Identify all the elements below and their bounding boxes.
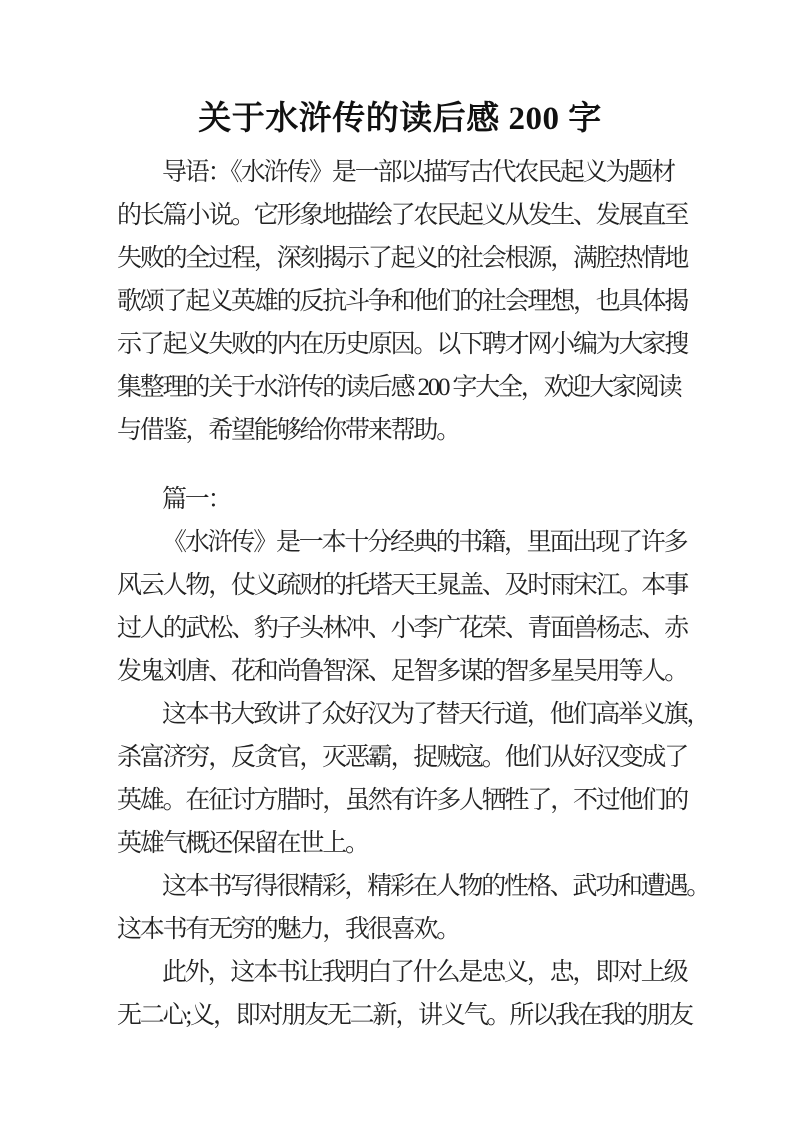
text-line: 杀富济穷，反贪官，灭恶霸，捉贼寇。他们从好汉变成了 (117, 744, 688, 771)
text-line: 篇一： (162, 486, 231, 513)
text-line: 发鬼刘唐、花和尚鲁智深、足智多谋的智多星吴用等人。 (117, 658, 688, 685)
text-line: 这本书大致讲了众好汉为了替天行道，他们高举义旗， (162, 701, 710, 728)
text-line: 示了起义失败的内在历史原因。以下聘才网小编为大家搜 (117, 331, 688, 358)
text-line: 无二心;义，即对朋友无二新，讲义气。所以我在我的朋友 (117, 1002, 692, 1029)
text-line: 失败的全过程，深刻揭示了起义的社会根源，满腔热情地 (117, 245, 688, 272)
paragraph (117, 521, 687, 693)
document-title: 关于水浒传的读后感 200 字 (198, 101, 602, 137)
text-line: 风云人物，仗义疏财的托塔天王晁盖、及时雨宋江。本事 (117, 572, 688, 599)
paragraph (117, 478, 687, 521)
paragraph (117, 951, 692, 1037)
document-body (117, 151, 710, 1037)
text-line: 英雄。在征讨方腊时，虽然有许多人牺牲了，不过他们的 (117, 787, 688, 814)
text-line: 这本书有无穷的魅力，我很喜欢。 (117, 916, 460, 943)
text-line: 此外，这本书让我明白了什么是忠义，忠，即对上级 (162, 959, 687, 986)
text-line: 这本书写得很精彩，精彩在人物的性格、武功和遭遇。 (162, 873, 710, 900)
text-line: 的长篇小说。它形象地描绘了农民起义从发生、发展直至 (117, 202, 688, 229)
paragraph (117, 865, 710, 951)
text-line: 与借鉴，希望能够给你带来帮助。 (117, 417, 460, 444)
paragraph (117, 693, 710, 865)
text-line: 英雄气概还保留在世上。 (117, 830, 368, 857)
paragraph (117, 151, 687, 452)
text-line: 导语：《水浒传》是一部以描写古代农民起义为题材 (162, 159, 674, 186)
text-line: 过人的武松、豹子头林冲、小李广花荣、青面兽杨志、赤 (117, 615, 688, 642)
text-line: 《水浒传》是一本十分经典的书籍，里面出现了许多 (162, 529, 687, 556)
text-line: 歌颂了起义英雄的反抗斗争和他们的社会理想，也具体揭 (117, 288, 688, 315)
text-line: 集整理的关于水浒传的读后感 200 字大全，欢迎大家阅读 (117, 374, 681, 401)
